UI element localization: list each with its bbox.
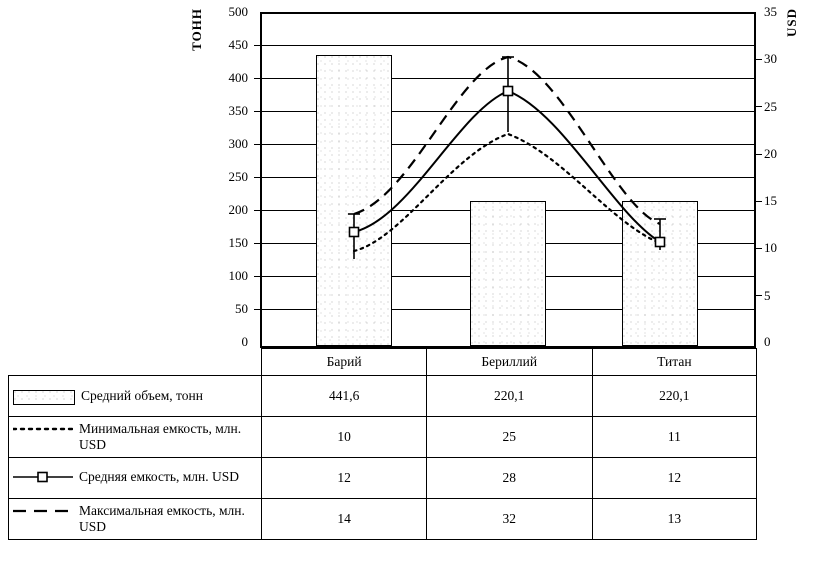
right-tick-20: 20 [764,146,777,161]
legend-cell-max-capacity [9,499,262,540]
right-tick-15: 15 [764,193,777,208]
cell-avg-volume-bariy: 441,6 [262,376,426,417]
cell-avg-volume-berilliy: 220,1 [426,376,592,417]
table-corner-cell [9,349,262,376]
series-avg-capacity [354,91,660,242]
marker-berilliy [504,87,513,96]
marker-titan [656,238,665,247]
cell-max-capacity-berilliy: 32 [426,499,592,540]
left-tick-300: 300 [228,136,248,151]
right-tick-25: 25 [764,99,777,114]
left-tick-150: 150 [228,235,248,250]
legend-label-avg-volume: Средний объем, тонн [81,387,203,403]
table-row [9,499,757,540]
cell-max-capacity-bariy: 14 [262,499,426,540]
legend-swatch-solid-line-marker-icon [13,471,73,487]
category-header-titan: Титан [592,349,756,376]
legend-label-min-capacity: Минимальная емкость, млн. USD [79,421,242,452]
cell-avg-volume-titan: 220,1 [592,376,756,417]
left-tick-0: 0 [241,334,248,349]
series-max-capacity [354,57,660,224]
right-axis-title: USD [784,8,799,38]
cell-avg-capacity-berilliy: 28 [426,458,592,499]
right-tick-10: 10 [764,240,777,255]
cell-max-capacity-titan: 13 [592,499,756,540]
legend-cell-avg-volume [9,376,262,417]
left-tick-100: 100 [228,268,248,283]
left-tick-200: 200 [228,202,248,217]
legend-swatch-dashed-line-icon [13,505,73,521]
category-header-berilliy: Бериллий [426,349,592,376]
plot-area [260,12,756,348]
cell-min-capacity-titan: 11 [592,417,756,458]
cell-avg-capacity-bariy: 12 [262,458,426,499]
left-axis-title: ТОНН [189,8,204,51]
category-header-bariy: Барий [262,349,426,376]
line-series-overlay [262,14,758,350]
legend-data-table [8,348,757,540]
table-row [9,458,757,499]
left-tick-450: 450 [228,37,248,52]
legend-label-avg-capacity: Средняя емкость, млн. USD [79,469,240,484]
cell-min-capacity-berilliy: 25 [426,417,592,458]
legend-swatch-bar-icon [13,390,75,405]
marker-bariy [350,228,359,237]
cell-min-capacity-bariy: 10 [262,417,426,458]
data-table [8,348,757,540]
series-min-capacity [354,134,660,251]
right-tick-30: 30 [764,51,777,66]
table-row [9,417,757,458]
table-header-row [9,349,757,376]
legend-swatch-dotted-line-icon [13,423,73,439]
right-tick-0: 0 [764,334,771,349]
left-tick-500: 500 [228,4,248,19]
right-tick-35: 35 [764,4,777,19]
legend-label-max-capacity: Максимальная емкость, млн. USD [79,503,245,534]
left-tick-350: 350 [228,103,248,118]
table-row [9,376,757,417]
legend-cell-avg-capacity [9,458,262,499]
legend-cell-min-capacity [9,417,262,458]
cell-avg-capacity-titan: 12 [592,458,756,499]
left-tick-50: 50 [235,301,248,316]
right-tick-5: 5 [764,288,771,303]
left-tick-400: 400 [228,70,248,85]
left-tick-250: 250 [228,169,248,184]
